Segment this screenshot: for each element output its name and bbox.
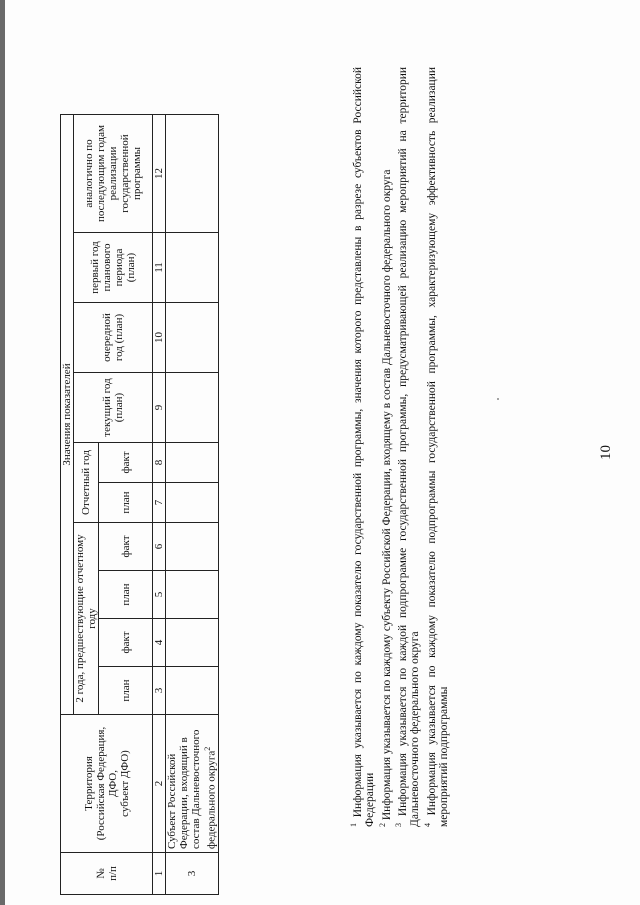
subheader-plan: план — [99, 667, 153, 715]
empty-cell — [166, 233, 219, 303]
header-number: № п/п — [61, 853, 153, 895]
footnote: $^2$ Информация указывается по каждому субъекту Российской Федерации, входящему в состав Дальневосточного федерального округа — [377, 169, 393, 827]
header-two-years: 2 года, предшествующие отчетному году — [74, 523, 99, 715]
header-territory: Территория (Российская Федерация, ДФО, субъект ДФО) — [61, 715, 153, 853]
col-number: 3 — [153, 667, 166, 715]
subheader-plan: план — [99, 483, 153, 523]
empty-cell — [166, 667, 219, 715]
col-number: 4 — [153, 619, 166, 667]
col-number: 5 — [153, 571, 166, 619]
col-number: 1 — [153, 853, 166, 895]
header-values: Значения показателей — [61, 115, 74, 715]
col-number: 6 — [153, 523, 166, 571]
header-first-plan-year: первый год планового периода (план) — [74, 233, 153, 303]
col-number: 12 — [153, 115, 166, 233]
subheader-fact: факт — [99, 523, 153, 571]
col-number: 11 — [153, 233, 166, 303]
col-number: 9 — [153, 373, 166, 443]
empty-cell — [166, 443, 219, 483]
header-following-years: аналогично по последующим годам реализации государственной программы — [74, 115, 153, 233]
empty-cell — [166, 115, 219, 233]
empty-cell — [166, 523, 219, 571]
col-number: 10 — [153, 303, 166, 373]
empty-cell — [166, 373, 219, 443]
header-current-year: текущий год (план) — [74, 373, 153, 443]
footnote: $^4$ Информация указывается по каждому показателю подпрограммы государственной программы, характеризующему эффективность реализации мероприятий подпрограммы — [422, 66, 451, 827]
empty-cell — [166, 303, 219, 373]
subheader-fact: факт — [99, 443, 153, 483]
subheader-fact: факт — [99, 619, 153, 667]
header-report-year: Отчетный год — [74, 443, 99, 523]
indicator-table — [60, 114, 219, 895]
column-number-row — [153, 115, 166, 895]
col-number: 8 — [153, 443, 166, 483]
empty-cell — [166, 483, 219, 523]
empty-cell — [166, 571, 219, 619]
footnote: $^1$ Информация указывается по каждому показателю государственной программы, значения которого представлены в разрезе субъектов Российской Федерации — [349, 66, 377, 827]
subheader-plan: план — [99, 571, 153, 619]
table-row — [166, 115, 219, 895]
empty-cell — [166, 619, 219, 667]
page-number: 10 — [598, 445, 614, 460]
footnotes — [348, 67, 451, 827]
row-number: 3 — [166, 853, 219, 895]
footnote: $^3$ Информация указывается по каждой подпрограмме государственной программы, предусматривающей реализацию мероприятий на территории Дальневосточного федерального округа — [394, 67, 422, 827]
col-number: 7 — [153, 483, 166, 523]
row-territory: Субъект Российской Федерации, входящий в состав Дальневосточного федерального округа$^2$ — [166, 715, 219, 853]
col-number: 2 — [153, 715, 166, 853]
header-next-year: очередной год (план) — [74, 303, 153, 373]
